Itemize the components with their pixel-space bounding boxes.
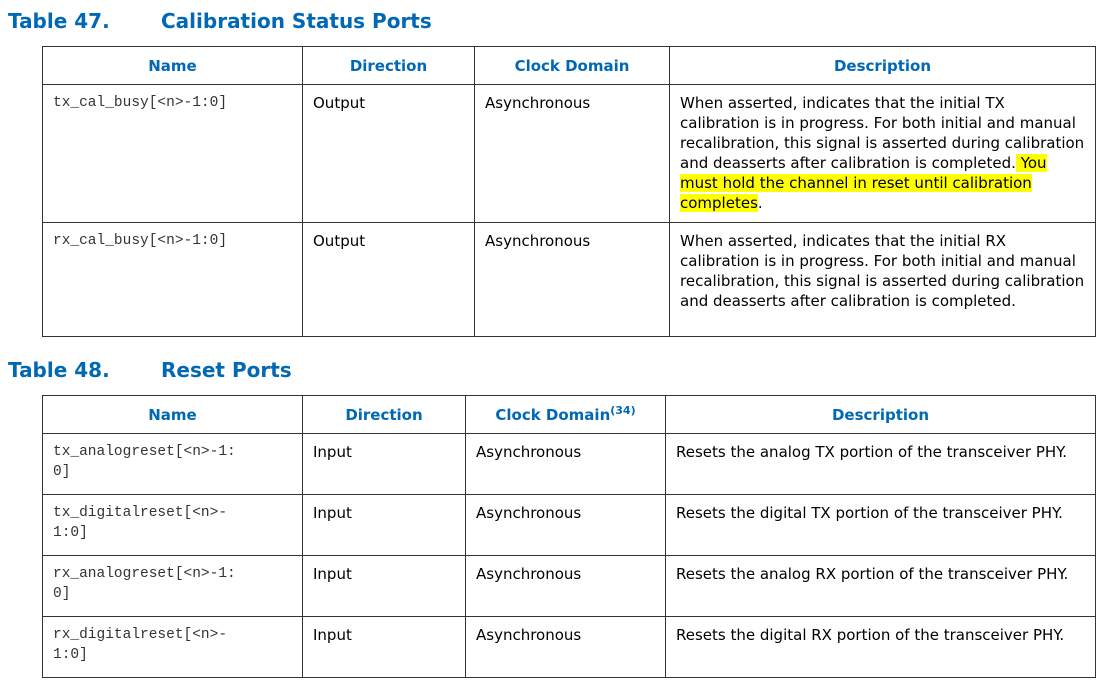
header-description: Description	[666, 396, 1096, 434]
port-description	[670, 85, 1096, 223]
header-clock-domain-label: Clock Domain	[495, 405, 611, 424]
table-row	[43, 617, 1096, 678]
port-clock-domain: Asynchronous	[466, 617, 666, 678]
table-row	[43, 495, 1096, 556]
port-clock-domain: Asynchronous	[475, 223, 670, 337]
port-description: Resets the analog RX portion of the transceiver PHY.	[666, 556, 1096, 617]
table-title: Calibration Status Ports	[161, 9, 432, 33]
port-description: Resets the analog TX portion of the transceiver PHY.	[666, 434, 1096, 495]
port-name: rx_analogreset[<n>-1:0]	[43, 556, 303, 617]
header-clock-domain: Clock Domain	[475, 47, 670, 85]
port-clock-domain: Asynchronous	[466, 556, 666, 617]
header-direction: Direction	[303, 47, 475, 85]
port-direction: Input	[303, 617, 466, 678]
table-row	[43, 223, 1096, 337]
table-48-caption	[8, 358, 292, 382]
header-description: Description	[670, 47, 1096, 85]
table-number: Table 47.	[8, 9, 110, 33]
header-name: Name	[43, 47, 303, 85]
table-number: Table 48.	[8, 358, 110, 382]
table-row	[43, 85, 1096, 223]
table-47-caption	[8, 9, 432, 33]
port-direction: Output	[303, 223, 475, 337]
port-name: tx_analogreset[<n>-1:0]	[43, 434, 303, 495]
reset-ports-table	[42, 395, 1096, 678]
table-title: Reset Ports	[161, 358, 292, 382]
port-direction: Output	[303, 85, 475, 223]
port-direction: Input	[303, 495, 466, 556]
header-row	[43, 47, 1096, 85]
table-row	[43, 556, 1096, 617]
port-description: When asserted, indicates that the initial RX calibration is in progress. For both initial and manual recalibration, this signal is asserted during calibration and deasserts after calibration is completed.	[670, 223, 1096, 337]
port-name: tx_digitalreset[<n>-1:0]	[43, 495, 303, 556]
description-end: .	[757, 194, 763, 212]
description-text: When asserted, indicates that the initial TX calibration is in progress. For both initial and manual recalibration, this signal is asserted during calibration and deasserts after calibration is completed.	[680, 94, 1085, 172]
port-description: Resets the digital RX portion of the transceiver PHY.	[666, 617, 1096, 678]
header-clock-domain	[466, 396, 666, 434]
port-clock-domain: Asynchronous	[466, 434, 666, 495]
table-row	[43, 434, 1096, 495]
highlighted-note: You must hold the channel in reset until calibration completes	[680, 154, 1047, 212]
header-name: Name	[43, 396, 303, 434]
port-direction: Input	[303, 556, 466, 617]
port-name: rx_cal_busy[<n>-1:0]	[43, 223, 303, 337]
port-direction: Input	[303, 434, 466, 495]
header-row	[43, 396, 1096, 434]
header-direction: Direction	[303, 396, 466, 434]
port-name: tx_cal_busy[<n>-1:0]	[43, 85, 303, 223]
port-clock-domain: Asynchronous	[466, 495, 666, 556]
port-name: rx_digitalreset[<n>-1:0]	[43, 617, 303, 678]
port-clock-domain: Asynchronous	[475, 85, 670, 223]
calibration-status-ports-table	[42, 46, 1096, 337]
footnote-reference[interactable]: (34)	[610, 403, 636, 417]
port-description: Resets the digital TX portion of the transceiver PHY.	[666, 495, 1096, 556]
